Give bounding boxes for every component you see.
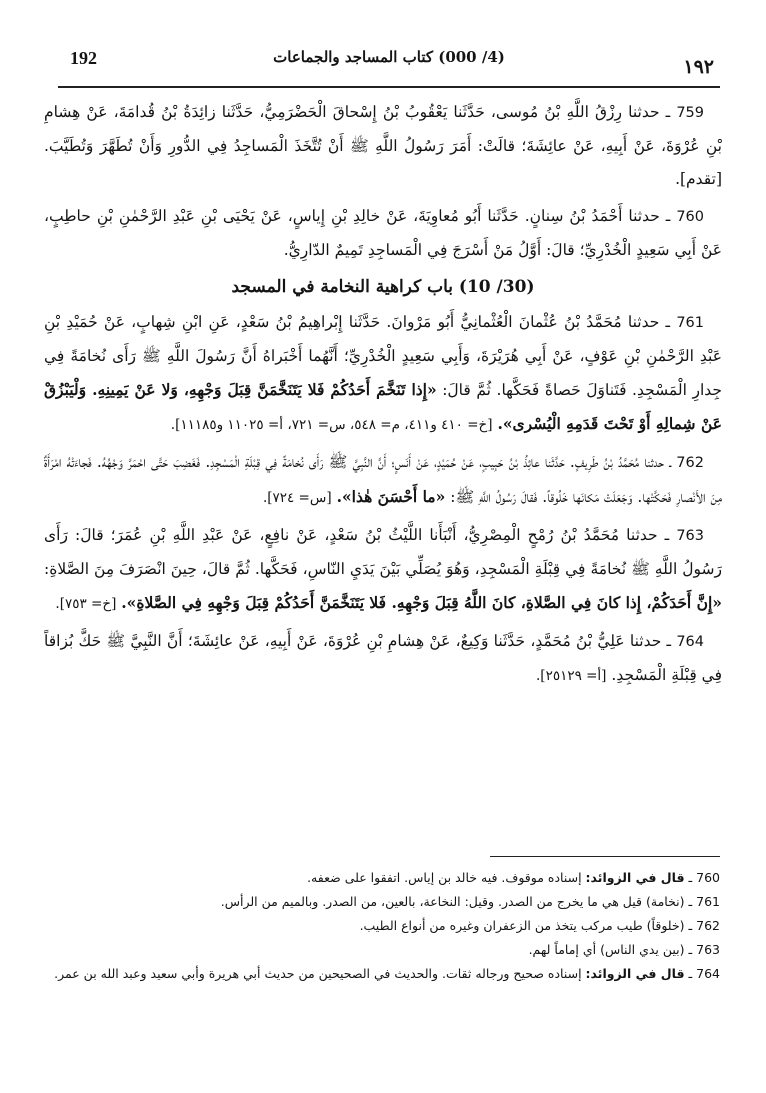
footnote-number: 760 (696, 870, 720, 885)
hadith-reference: [س= ٧٢٤]. (262, 490, 332, 506)
page-number-latin: 192 (70, 48, 97, 68)
hadith-text: حدثنا عَلِيُّ بْنُ مُحَمَّدٍ، حَدَّثَنا وَكِيعٌ، عَنْ هِشامِ بْنِ عُرْوَةَ، عَنْ أَبِيهِ، عَنْ عائِشَةَ؛ أَنَّ النَّبِيَّ ﷺ حَكَّ بُزاقاً فِي قِبْلَةِ الْمَسْجِدِ. (44, 632, 722, 684)
hadith-760: 760 ـ حدثنا أَحْمَدُ بْنُ سِنانٍ. حَدَّثَنا أَبُو مُعاوِيَةَ، عَنْ خالِدِ بْنِ إِياسٍ، عَنْ يَحْيَى بْنِ عَبْدِ الرَّحْمٰنِ بْنِ حاطِبٍ، عَنْ أَبِي سَعِيدٍ الْخُدْرِيِّ؛ قالَ: أَوَّلُ مَنْ أَسْرَجَ فِي الْمَساجِدِ تَمِيمٌ الدّارِيُّ. (44, 207, 722, 259)
footnote-text: إسناده صحيح ورجاله ثقات. والحديث في الصحيحين من حديث أبي هريرة وأبي سعيد وعبد الله بن عمر. (54, 966, 582, 981)
footnote-number: 763 (696, 942, 720, 957)
hadith-number: 764 (676, 634, 704, 650)
footnote-label: (خلوقاً) (646, 918, 685, 933)
footnote-764: 764 ـ قال في الزوائد: إسناده صحيح ورجاله ثقات. والحديث في الصحيحين من حديث أبي هريرة وأبي سعيد وعبد الله بن عمر. (54, 966, 720, 981)
footnotes (44, 866, 720, 1081)
hadith-763: 763 ـ حدثنا مُحَمَّدُ بْنُ رُمْحٍ الْمِصْرِيُّ، أَنْبَأَنا اللَّيْثُ بْنُ سَعْدٍ، عَنْ نافِعٍ، عَنْ عَبْدِ اللَّهِ بْنِ عُمَرَ؛ قالَ: رَأَى رَسُولُ اللَّهِ ﷺ نُخامَةً فِي قِبْلَةِ الْمَسْجِدِ، وَهُوَ يُصَلِّي بَيْنَ يَدَيِ النّاسِ، فَحَكَّها. ثُمَّ قالَ، حِينَ انْصَرَفَ مِنَ الصَّلاةِ: «إِنَّ أَحَدَكُمْ، إِذا كانَ فِي الصَّلاةِ، كانَ اللَّهُ قِبَلَ وَجْهِهِ. فَلا يَتَنَخَّمَنَّ أَحَدُكُمْ قِبَلَ وَجْهِهِ فِي الصَّلاةِ». [خ= ٧٥٣]. (44, 526, 722, 612)
hadith-759: 759 ـ حدثنا رِزْقُ اللَّهِ بْنُ مُوسى، حَدَّثَنا يَعْقُوبُ بْنُ إِسْحاقَ الْحَضْرَمِيُّ، حَدَّثَنا زائِدَةُ بْنُ قُدامَةَ، عَنْ هِشامِ بْنِ عُرْوَةَ، عَنْ أَبِيهِ، عَنْ عائِشَةَ؛ قالَتْ: أَمَرَ رَسُولُ اللَّهِ ﷺ أَنْ تُتَّخَذَ الْمَساجِدُ فِي الدُّورِ وَأَنْ تُطَهَّرَ وَتُطَيَّبَ. [تقدم]. (44, 103, 722, 188)
hadith-text: حدثنا مُحَمَّدُ بْنُ عُثْمانَ الْعُثْمانِيُّ أَبُو مَرْوانَ. حَدَّثَنا إِبْراهِيمُ بْنُ سَعْدٍ، عَنِ ابْنِ شِهابٍ، عَنْ حُمَيْدِ بْنِ عَبْدِ الرَّحْمٰنِ بْنِ عَوْفٍ، عَنْ أَبِي هُرَيْرَةَ، وَأَبِي سَعِيدٍ الْخُدْرِيِّ؛ أَنَّهُما أَخْبَراهُ أَنَّ رَسُولَ اللَّهِ ﷺ رَأَى نُخامَةً فِي جِدارِ الْمَسْجِدِ. فَتَناوَلَ حَصاةً فَحَكَّها. ثُمَّ قالَ: (44, 313, 722, 399)
hadith-number: 760 (676, 209, 705, 225)
footnote-number: 762 (696, 918, 720, 933)
footnote-text: قيل هي ما يخرج من الصدر. وقيل: النخاعة، بالعين، من الصدر. وبالميم من الرأس. (220, 894, 643, 909)
footnote-761: 761 ـ (نخامة) قيل هي ما يخرج من الصدر. وقيل: النخاعة، بالعين، من الصدر. وبالميم من الرأس. (220, 894, 720, 909)
hadith-reference: [خ= ٧٥٣]. (55, 596, 117, 612)
footnote-label: (نخامة) (646, 894, 685, 909)
hadith-reference: [خ= ٤١٠ و٤١١، م= ٥٤٨، س= ٧٢١، أ= ١١٠٢٥ و١١١٨٥]. (170, 417, 493, 433)
footnote-number: 761 (696, 894, 720, 909)
page-number-arabic: ١٩٢ (683, 56, 714, 78)
hadith-text: حدثنا أَحْمَدُ بْنُ سِنانٍ. حَدَّثَنا أَبُو مُعاوِيَةَ، عَنْ خالِدِ بْنِ إِياسٍ، عَنْ يَحْيَى بْنِ عَبْدِ الرَّحْمٰنِ بْنِ حاطِبٍ، عَنْ أَبِي سَعِيدٍ الْخُدْرِيِّ؛ قالَ: أَوَّلُ مَنْ أَسْرَجَ فِي الْمَساجِدِ تَمِيمٌ الدّارِيُّ. (44, 207, 722, 259)
running-title: (4/ 000) كتاب المساجد والجماعات (273, 48, 505, 66)
hadith-number: 762 (676, 455, 704, 471)
hadith-number: 759 (676, 105, 704, 121)
chapter-title: (30/ 10) باب كراهية النخامة في المسجد (231, 277, 535, 297)
prophetic-quote: «إِذا تَنَخَّمَ أَحَدُكُمْ فَلا يَتَنَخَّمَنَّ قِبَلَ وَجْهِهِ، وَلا عَنْ يَمِينِهِ. وَلْيَبْزُقْ عَنْ شِمالِهِ أَوْ تَحْتَ قَدَمِهِ الْيُسْرى». (44, 380, 722, 433)
hadith-text: حدثنا مُحَمَّدُ بْنُ رُمْحٍ الْمِصْرِيُّ، أَنْبَأَنا اللَّيْثُ بْنُ سَعْدٍ، عَنْ نافِعٍ، عَنْ عَبْدِ اللَّهِ بْنِ عُمَرَ؛ قالَ: رَأَى رَسُولُ اللَّهِ ﷺ نُخامَةً فِي قِبْلَةِ الْمَسْجِدِ، وَهُوَ يُصَلِّي بَيْنَ يَدَيِ النّاسِ، فَحَكَّها. ثُمَّ قالَ، حِينَ انْصَرَفَ مِنَ الصَّلاةِ: (44, 526, 722, 578)
footnote-number: 764 (696, 966, 720, 981)
footnote-763: 763 ـ (بين يدي الناس) أي إماماً لهم. (528, 942, 720, 957)
footnote-760: 760 ـ قال في الزوائد: إسناده موقوف. فيه خالد بن إياس. اتفقوا على ضعفه. (307, 870, 720, 885)
main-text (44, 96, 722, 841)
hadith-number: 761 (676, 315, 704, 331)
hadith-761: 761 ـ حدثنا مُحَمَّدُ بْنُ عُثْمانَ الْعُثْمانِيُّ أَبُو مَرْوانَ. حَدَّثَنا إِبْراهِيمُ بْنُ سَعْدٍ، عَنِ ابْنِ شِهابٍ، عَنْ حُمَيْدِ بْنِ عَبْدِ الرَّحْمٰنِ بْنِ عَوْفٍ، عَنْ أَبِي هُرَيْرَةَ، وَأَبِي سَعِيدٍ الْخُدْرِيِّ؛ أَنَّهُما أَخْبَراهُ أَنَّ رَسُولَ اللَّهِ ﷺ رَأَى نُخامَةً فِي جِدارِ الْمَسْجِدِ. فَتَناوَلَ حَصاةً فَحَكَّها. ثُمَّ قالَ: «إِذا تَنَخَّمَ أَحَدُكُمْ فَلا يَتَنَخَّمَنَّ قِبَلَ وَجْهِهِ، وَلا عَنْ يَمِينِهِ. وَلْيَبْزُقْ عَنْ شِمالِهِ أَوْ تَحْتَ قَدَمِهِ الْيُسْرى». [خ= ٤١٠ و٤١١، م= ٥٤٨، س= ٧٢١، أ= ١١٠٢٥ و١١١٨٥]. (44, 313, 722, 433)
prophetic-quote: «ما أَحْسَنَ هٰذا». (336, 487, 446, 506)
hadith-text: حدثنا مُحَمَّدُ بْنُ طَرِيفٍ. حَدَّثَنا عائِذُ بْنُ حَبِيبٍ، عَنْ حُمَيْدٍ، عَنْ أَنَسٍ؛ أَنَّ النَّبِيَّ ﷺ رَأَى نُخامَةً فِي قِبْلَةِ الْمَسْجِدِ. فَغَضِبَ حَتَّى احْمَرَّ وَجْهُهُ. فَجاءَتْهُ امْرَأَةٌ مِنَ الأَنْصارِ فَحَكَّتْها. وَجَعَلَتْ مَكانَها خَلُوقاً. فَقالَ رَسُولُ اللَّهِ ﷺ: (44, 453, 722, 506)
footnote-label: (بين يدي الناس) (600, 942, 685, 957)
footnote-text: طيب مركب يتخذ من الزعفران وغيره من أنواع الطيب. (359, 918, 643, 933)
hadith-text: حدثنا رِزْقُ اللَّهِ بْنُ مُوسى، حَدَّثَنا يَعْقُوبُ بْنُ إِسْحاقَ الْحَضْرَمِيُّ، حَدَّثَنا زائِدَةُ بْنُ قُدامَةَ، عَنْ هِشامِ بْنِ عُرْوَةَ، عَنْ أَبِيهِ، عَنْ عائِشَةَ؛ قالَتْ: أَمَرَ رَسُولُ اللَّهِ ﷺ أَنْ تُتَّخَذَ الْمَساجِدُ فِي الدُّورِ وَأَنْ تُطَهَّرَ وَتُطَيَّبَ. [تقدم]. (44, 103, 722, 188)
footnote-762: 762 ـ (خلوقاً) طيب مركب يتخذ من الزعفران وغيره من أنواع الطيب. (359, 918, 720, 933)
footnote-label: قال في الزوائد: (585, 966, 685, 981)
page-header (58, 40, 720, 88)
footnote-label: قال في الزوائد: (585, 870, 685, 885)
prophetic-quote: «إِنَّ أَحَدَكُمْ، إِذا كانَ فِي الصَّلاةِ، كانَ اللَّهُ قِبَلَ وَجْهِهِ. فَلا يَتَنَخَّمَنَّ أَحَدُكُمْ قِبَلَ وَجْهِهِ فِي الصَّلاةِ». (121, 593, 722, 612)
footnote-text: إسناده موقوف. فيه خالد بن إياس. اتفقوا على ضعفه. (307, 870, 582, 885)
hadith-764: 764 ـ حدثنا عَلِيُّ بْنُ مُحَمَّدٍ، حَدَّثَنا وَكِيعٌ، عَنْ هِشامِ بْنِ عُرْوَةَ، عَنْ أَبِيهِ، عَنْ عائِشَةَ؛ أَنَّ النَّبِيَّ ﷺ حَكَّ بُزاقاً فِي قِبْلَةِ الْمَسْجِدِ. [أ= ٢٥١٢٩]. (44, 632, 722, 684)
hadith-number: 763 (676, 528, 704, 544)
footnote-separator (490, 856, 720, 857)
footnote-text: أي إماماً لهم. (528, 942, 597, 957)
hadith-762: 762 ـ حدثنا مُحَمَّدُ بْنُ طَرِيفٍ. حَدَّثَنا عائِذُ بْنُ حَبِيبٍ، عَنْ حُمَيْدٍ، عَنْ أَنَسٍ؛ أَنَّ النَّبِيَّ ﷺ رَأَى نُخامَةً فِي قِبْلَةِ الْمَسْجِدِ. فَغَضِبَ حَتَّى احْمَرَّ وَجْهُهُ. فَجاءَتْهُ امْرَأَةٌ مِنَ الأَنْصارِ فَحَكَّتْها. وَجَعَلَتْ مَكانَها خَلُوقاً. فَقالَ رَسُولُ اللَّهِ ﷺ: «ما أَحْسَنَ هٰذا». [س= ٧٢٤]. (44, 453, 722, 506)
hadith-reference: [أ= ٢٥١٢٩]. (536, 668, 607, 684)
